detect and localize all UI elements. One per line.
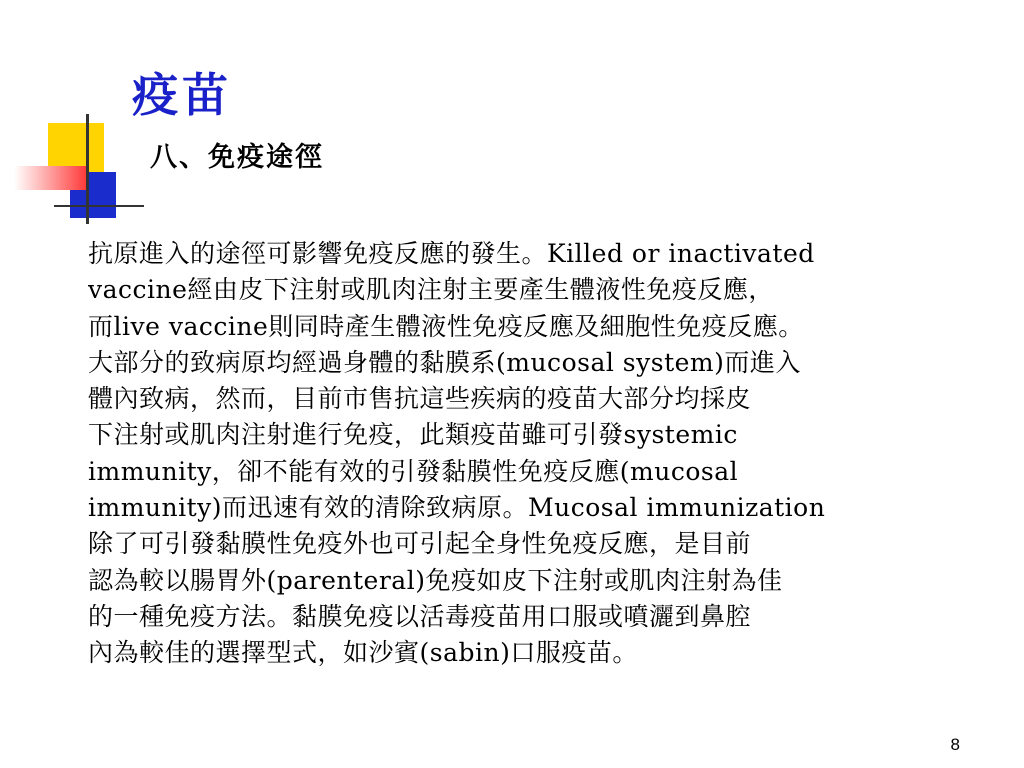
body-line: 大部分的致病原均經過身體的黏膜系(mucosal system)而進入	[88, 347, 801, 377]
body-line: 的一種免疫方法。黏膜免疫以活毒疫苗用口服或噴灑到鼻腔	[88, 601, 752, 631]
body-line: 體內致病，然而，目前市售抗這些疾病的疫苗大部分均採皮	[88, 384, 752, 414]
body-line: 下注射或肌肉注射進行免疫，此類疫苗雖可引發systemic	[88, 420, 738, 450]
logo-horizontal-line	[54, 205, 144, 207]
slide-title: 疫苗	[132, 68, 232, 122]
body-line: 而live vaccine則同時產生體液性免疫反應及細胞性免疫反應。	[88, 311, 804, 341]
logo-vertical-line	[86, 114, 89, 224]
body-line: 抗原進入的途徑可影響免疫反應的發生。Killed or inactivated	[88, 239, 815, 268]
body-line: vaccine經由皮下注射或肌肉注射主要產生體液性免疫反應，	[88, 275, 774, 305]
body-line: 除了可引發黏膜性免疫外也可引起全身性免疫反應，是目前	[88, 529, 752, 559]
page-number: 8	[950, 735, 960, 754]
body-line: immunity，卻不能有效的引發黏膜性免疫反應(mucosal	[88, 456, 739, 486]
logo-red-bar	[14, 166, 86, 190]
body-paragraph	[88, 236, 998, 672]
body-line: immunity)而迅速有效的清除致病原。Mucosal immunization	[88, 493, 826, 523]
body-line: 認為較以腸胃外(parenteral)免疫如皮下注射或肌肉注射為佳	[88, 565, 783, 595]
body-line: 內為較佳的選擇型式，如沙賓(sabin)口服疫苗。	[88, 638, 638, 668]
slide-subtitle: 八、免疫途徑	[150, 142, 324, 173]
